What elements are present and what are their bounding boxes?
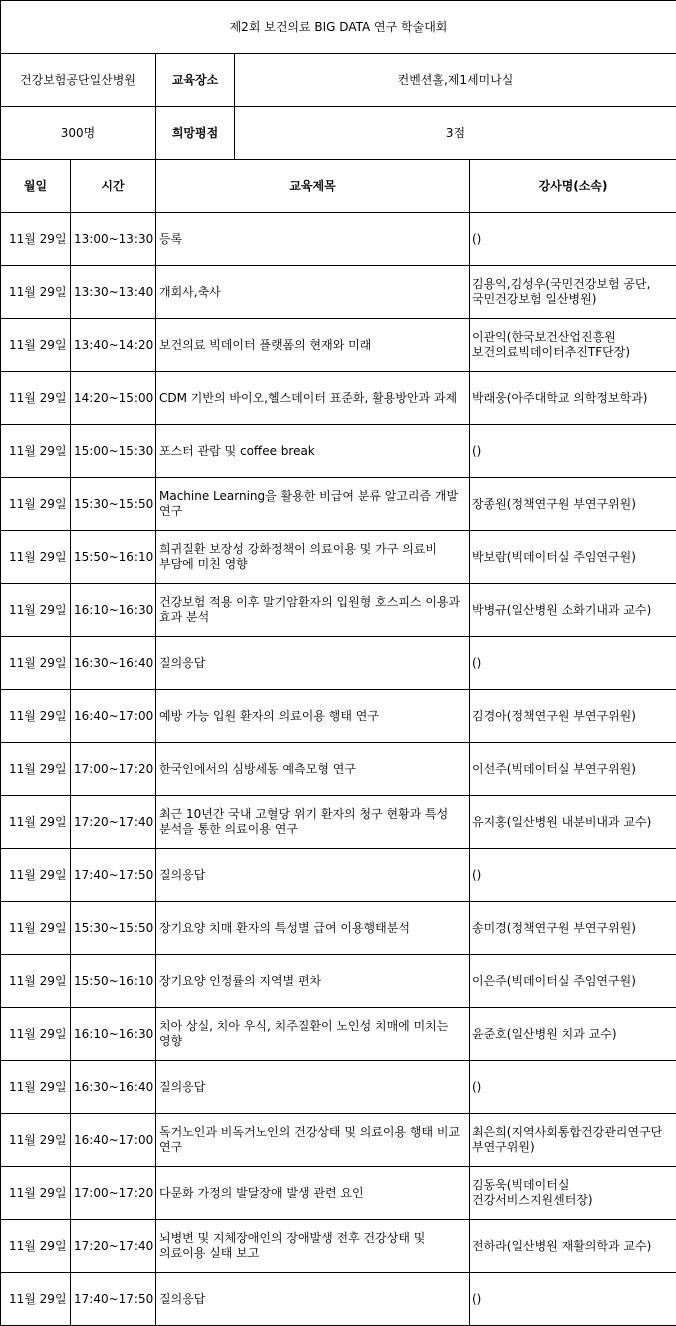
row-date: 11월 29일 — [1, 1167, 71, 1220]
row-date: 11월 29일 — [1, 955, 71, 1008]
row-speaker: 이은주(빅데이터실 주임연구원) — [470, 955, 676, 1008]
table-row — [1, 637, 676, 690]
row-date: 11월 29일 — [1, 849, 71, 902]
row-speaker: 유지홍(일산병원 내분비내과 교수) — [470, 796, 676, 849]
row-date: 11월 29일 — [1, 478, 71, 531]
row-date: 11월 29일 — [1, 531, 71, 584]
row-time: 16:40~17:00 — [71, 690, 156, 743]
header-speaker: 강사명(소속) — [470, 160, 676, 213]
table-row — [1, 955, 676, 1008]
row-topic: 장기요양 인정률의 지역별 편차 — [156, 955, 470, 1008]
row-topic: 포스터 관람 및 coffee break — [156, 425, 470, 478]
row-date: 11월 29일 — [1, 1061, 71, 1114]
row-date: 11월 29일 — [1, 1273, 71, 1326]
row-time: 16:30~16:40 — [71, 1061, 156, 1114]
row-date: 11월 29일 — [1, 266, 71, 319]
row-topic: 치아 상실, 치아 우식, 치주질환이 노인성 치매에 미치는 영향 — [156, 1008, 470, 1061]
row-date: 11월 29일 — [1, 1114, 71, 1167]
row-topic: 질의응답 — [156, 849, 470, 902]
row-speaker: 이선주(빅데이터실 부연구위원) — [470, 743, 676, 796]
row-speaker: 윤준호(일산병원 치과 교수) — [470, 1008, 676, 1061]
row-date: 11월 29일 — [1, 213, 71, 266]
row-topic: 예방 가능 입원 환자의 의료이용 행태 연구 — [156, 690, 470, 743]
row-speaker: 김용익,김성우(국민건강보험 공단, 국민건강보험 일산병원) — [470, 266, 676, 319]
row-speaker: 이관익(한국보건산업진흥원 보건의료빅데이터추진TF단장) — [470, 319, 676, 372]
table-row — [1, 849, 676, 902]
row-topic: 최근 10년간 국내 고혈당 위기 환자의 청구 현황과 특성 분석을 통한 의료이용 연구 — [156, 796, 470, 849]
table-row — [1, 531, 676, 584]
row-date: 11월 29일 — [1, 902, 71, 955]
row-topic: 개회사,축사 — [156, 266, 470, 319]
row-time: 17:40~17:50 — [71, 1273, 156, 1326]
row-date: 11월 29일 — [1, 796, 71, 849]
row-time: 17:20~17:40 — [71, 796, 156, 849]
points-label: 희망평점 — [156, 107, 235, 160]
row-speaker: () — [470, 1061, 676, 1114]
row-time: 15:00~15:30 — [71, 425, 156, 478]
table-row — [1, 743, 676, 796]
table-row — [1, 266, 676, 319]
row-topic: 건강보험 적용 이후 말기암환자의 입원형 호스피스 이용과 효과 분석 — [156, 584, 470, 637]
row-topic: 등록 — [156, 213, 470, 266]
row-topic: 한국인에서의 심방세동 예측모형 연구 — [156, 743, 470, 796]
row-date: 11월 29일 — [1, 637, 71, 690]
row-speaker: 송미경(정책연구원 부연구위원) — [470, 902, 676, 955]
row-time: 17:40~17:50 — [71, 849, 156, 902]
row-speaker: () — [470, 1273, 676, 1326]
title-row — [1, 1, 676, 54]
row-time: 16:10~16:30 — [71, 584, 156, 637]
row-topic: 독거노인과 비독거노인의 건강상태 및 의료이용 행태 비교 연구 — [156, 1114, 470, 1167]
row-speaker: () — [470, 637, 676, 690]
schedule-table — [0, 159, 676, 1326]
row-topic: 보건의료 빅데이터 플랫폼의 현재와 미래 — [156, 319, 470, 372]
row-time: 14:20~15:00 — [71, 372, 156, 425]
table-row — [1, 690, 676, 743]
row-time: 13:40~14:20 — [71, 319, 156, 372]
row-topic: 장기요양 치매 환자의 특성별 급여 이용행태분석 — [156, 902, 470, 955]
capacity-value: 300명 — [1, 107, 156, 160]
row-topic: 질의응답 — [156, 1273, 470, 1326]
row-topic: CDM 기반의 바이오,헬스데이터 표준화, 활용방안과 과제 — [156, 372, 470, 425]
event-info-table — [0, 0, 676, 160]
row-topic: Machine Learning을 활용한 비급여 분류 알고리즘 개발 연구 — [156, 478, 470, 531]
table-row — [1, 1220, 676, 1273]
row-time: 17:00~17:20 — [71, 1167, 156, 1220]
place-label: 교육장소 — [156, 54, 235, 107]
table-row — [1, 1114, 676, 1167]
row-time: 15:50~16:10 — [71, 955, 156, 1008]
header-date: 월일 — [1, 160, 71, 213]
row-time: 15:30~15:50 — [71, 902, 156, 955]
table-row — [1, 1273, 676, 1326]
row-speaker: 김동욱(빅데이터실 건강서비스지원센터장) — [470, 1167, 676, 1220]
row-speaker: 김경아(정책연구원 부연구위원) — [470, 690, 676, 743]
row-speaker: 박래웅(아주대학교 의학정보학과) — [470, 372, 676, 425]
row-time: 16:40~17:00 — [71, 1114, 156, 1167]
row-date: 11월 29일 — [1, 743, 71, 796]
table-row — [1, 425, 676, 478]
row-speaker: () — [470, 849, 676, 902]
table-row — [1, 902, 676, 955]
row-date: 11월 29일 — [1, 1220, 71, 1273]
row-time: 15:50~16:10 — [71, 531, 156, 584]
table-row — [1, 584, 676, 637]
points-value: 3점 — [235, 107, 676, 160]
row-time: 13:00~13:30 — [71, 213, 156, 266]
row-date: 11월 29일 — [1, 584, 71, 637]
place-value: 컨벤션홀,제1세미나실 — [235, 54, 676, 107]
row-topic: 질의응답 — [156, 1061, 470, 1114]
table-row — [1, 1008, 676, 1061]
row-date: 11월 29일 — [1, 372, 71, 425]
table-row — [1, 372, 676, 425]
place-row — [1, 54, 676, 107]
row-speaker: 박보람(빅데이터실 주임연구원) — [470, 531, 676, 584]
host-name: 건강보험공단일산병원 — [1, 54, 156, 107]
table-row — [1, 796, 676, 849]
header-topic: 교육제목 — [156, 160, 470, 213]
schedule-header-row — [1, 160, 676, 213]
row-topic: 질의응답 — [156, 637, 470, 690]
row-topic: 희귀질환 보장성 강화정책이 의료이용 및 가구 의료비 부담에 미친 영향 — [156, 531, 470, 584]
row-time: 15:30~15:50 — [71, 478, 156, 531]
row-topic: 뇌병변 및 지체장애인의 장애발생 전후 건강상태 및 의료이용 실태 보고 — [156, 1220, 470, 1273]
row-speaker: 박병규(일산병원 소화기내과 교수) — [470, 584, 676, 637]
table-row — [1, 1167, 676, 1220]
schedule-body — [1, 213, 676, 1326]
row-date: 11월 29일 — [1, 690, 71, 743]
row-time: 17:20~17:40 — [71, 1220, 156, 1273]
row-speaker: () — [470, 213, 676, 266]
row-date: 11월 29일 — [1, 425, 71, 478]
row-topic: 다문화 가정의 발달장애 발생 관련 요인 — [156, 1167, 470, 1220]
row-time: 16:30~16:40 — [71, 637, 156, 690]
row-time: 17:00~17:20 — [71, 743, 156, 796]
table-row — [1, 478, 676, 531]
event-title: 제2회 보건의료 BIG DATA 연구 학술대회 — [1, 1, 676, 54]
row-date: 11월 29일 — [1, 319, 71, 372]
table-row — [1, 319, 676, 372]
header-time: 시간 — [71, 160, 156, 213]
row-speaker: 장종원(정책연구원 부연구위원) — [470, 478, 676, 531]
row-time: 13:30~13:40 — [71, 266, 156, 319]
table-row — [1, 1061, 676, 1114]
row-date: 11월 29일 — [1, 1008, 71, 1061]
table-row — [1, 213, 676, 266]
row-speaker: () — [470, 425, 676, 478]
row-time: 16:10~16:30 — [71, 1008, 156, 1061]
row-speaker: 전하라(일산병원 재활의학과 교수) — [470, 1220, 676, 1273]
row-speaker: 최은희(지역사회통합건강관리연구단 부연구위원) — [470, 1114, 676, 1167]
capacity-row — [1, 107, 676, 160]
